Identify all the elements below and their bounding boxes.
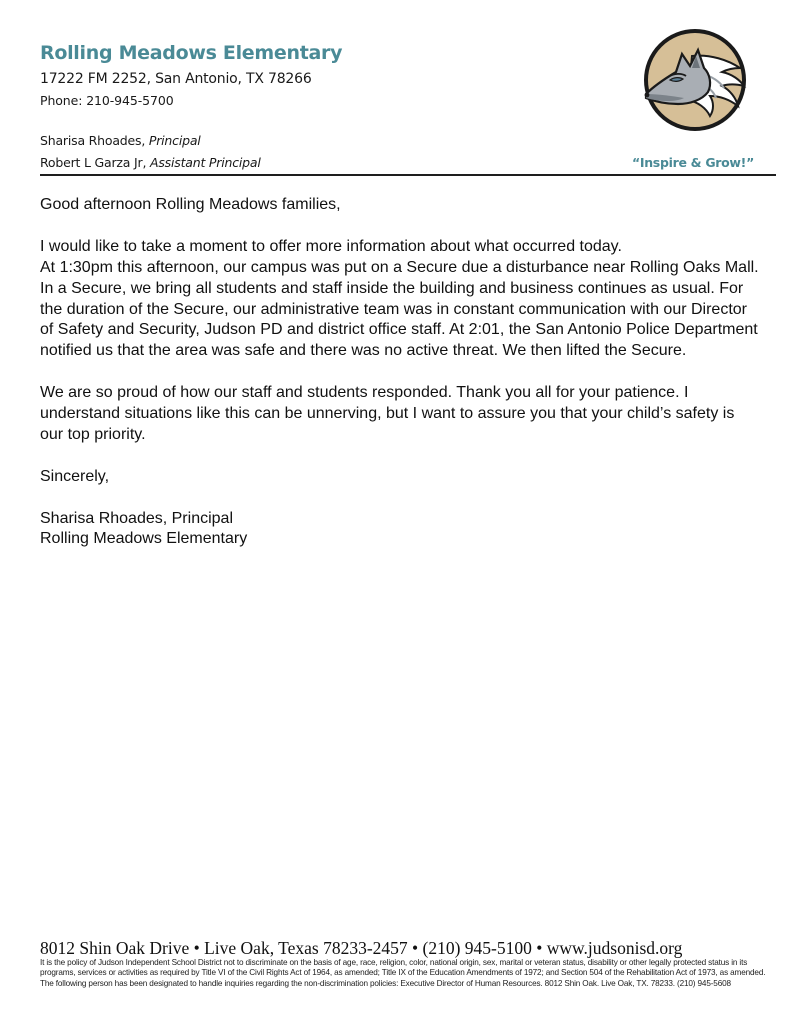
staff-role: Principal	[148, 133, 201, 148]
policy-line: It is the policy of Judson Independent School District not to discriminate on the basis of age, race, religion, color, national origin, sex, marital or veteran status, disability or other legally protected status in its	[40, 958, 748, 967]
paragraph-line: In a Secure, we bring all students and staff inside the building and business continues as usual. For	[40, 279, 744, 297]
paragraph-line: of Safety and Security, Judson PD and district office staff. At 2:01, the San Antonio Police Department	[40, 321, 758, 339]
letter-greeting: Good afternoon Rolling Meadows families,	[40, 196, 341, 213]
staff-role: Assistant Principal	[150, 155, 261, 170]
district-footer-address: 8012 Shin Oak Drive • Live Oak, Texas 78233-2457 • (210) 945-5100 • www.judsonisd.org	[40, 938, 683, 958]
letter-paragraph-incident	[40, 237, 770, 362]
paragraph-line: our top priority.	[40, 425, 146, 443]
letter-closing: Sincerely,	[40, 467, 110, 485]
policy-line: The following person has been designated to handle inquiries regarding the non-discrimination policies: Executive Director of Human Resources. 8012 Shin Oak. Live Oak, TX. 78233. (210) 945-5608	[40, 978, 731, 988]
signature-school: Rolling Meadows Elementary	[40, 530, 248, 548]
letter-paragraph-thanks	[40, 383, 770, 446]
signature-name: Sharisa Rhoades, Principal	[40, 509, 233, 527]
policy-line: programs, services or activities as required by Title VI of the Civil Rights Act of 1964, as amended; Title IX of the Education Amendments of 1972; and Section 504 of the Rehabilitation Act of 1973, as amended.	[40, 968, 766, 978]
paragraph-line: notified us that the area was safe and there was no active threat. We then lifted the Secure.	[40, 342, 687, 360]
school-address: 17222 FM 2252, San Antonio, TX 78266	[40, 71, 312, 87]
school-phone: Phone: 210-945-5700	[40, 93, 174, 108]
non-discrimination-policy	[40, 958, 780, 989]
staff-name: Sharisa Rhoades,	[40, 133, 149, 148]
paragraph-line: We are so proud of how our staff and students responded. Thank you all for your patience. I	[40, 384, 689, 402]
school-name: Rolling Meadows Elementary	[40, 42, 343, 64]
staff-principal	[40, 133, 201, 148]
letter-signature	[40, 509, 770, 551]
letter-body	[40, 195, 770, 571]
paragraph-line: At 1:30pm this afternoon, our campus was put on a Secure due a disturbance near Rolling Oaks Mall.	[40, 258, 759, 276]
staff-assistant-principal	[40, 155, 261, 170]
wolf-mascot-icon	[640, 28, 750, 132]
paragraph-line: understand situations like this can be unnerving, but I want to assure you that your child’s safety is	[40, 405, 735, 423]
header-divider	[40, 174, 776, 176]
staff-name: Robert L Garza Jr,	[40, 155, 151, 170]
paragraph-line: the duration of the Secure, our administrative team was in constant communication with our Director	[40, 300, 747, 318]
paragraph-line: I would like to take a moment to offer more information about what occurred today.	[40, 237, 622, 255]
school-motto: “Inspire & Grow!”	[631, 155, 754, 170]
